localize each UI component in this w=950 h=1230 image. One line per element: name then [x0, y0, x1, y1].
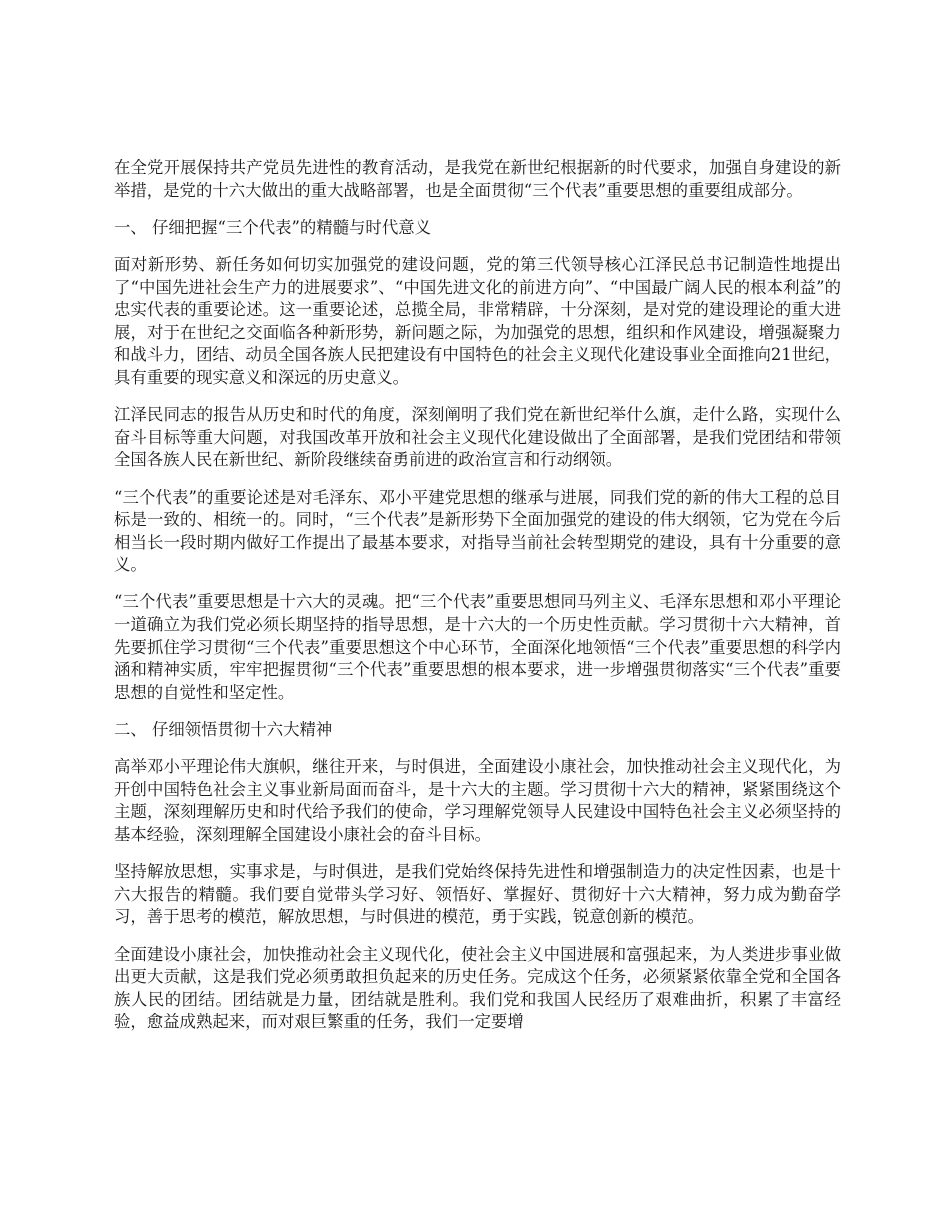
paragraph: 全面建设小康社会，加快推动社会主义现代化，使社会主义中国进展和富强起来，为人类进步事业做出更大贡献，这是我们党必须勇敢担负起来的历史任务。完成这个任务，必须紧紧依靠全党和全国各族人民的团结。团结就是力量，团结就是胜利。我们党和我国人民经历了艰难曲折，积累了丰富经验，愈益成熟起来，而对艰巨繁重的任务，我们一定要增 — [114, 944, 841, 1032]
section-heading-2: 二、 仔细领悟贯彻十六大精神 — [114, 720, 333, 740]
paragraph-intro: 在全党开展保持共产党员先进性的教育活动，是我党在新世纪根据新的时代要求，加强自身建设的新举措，是党的十六大做出的重大战略部署，也是全面贯彻“三个代表”重要思想的重要组成部分。 — [114, 158, 841, 200]
paragraph: “三个代表”的重要论述是对毛泽东、邓小平建党思想的继承与进展，同我们党的新的伟大工程的总目标是一致的、相统一的。同时，“三个代表”是新形势下全面加强党的建设的伟大纲领，它为党在今后相当长一段时期内做好工作提出了最基本要求，对指导当前社会转型期党的建设，具有十分重要的意义。 — [114, 487, 841, 575]
paragraph: “三个代表”重要思想是十六大的灵魂。把“三个代表”重要思想同马列主义、毛泽东思想和邓小平理论一道确立为我们党必须长期坚持的指导思想，是十六大的一个历史性贡献。学习贯彻十六大精神，首先要抓住学习贯彻“三个代表”重要思想这个中心环节，全面深化地领悟“三个代表”重要思想的科学内涵和精神实质，牢牢把握贯彻“三个代表”重要思想的根本要求，进一步增强贯彻落实“三个代表”重要思想的自觉性和坚定性。 — [114, 592, 841, 702]
section-heading-1: 一、 仔细把握“三个代表”的精髓与时代意义 — [114, 217, 431, 237]
paragraph: 高举邓小平理论伟大旗帜，继往开来，与时俱进，全面建设小康社会，加快推动社会主义现代化，为开创中国特色社会主义事业新局面而奋斗，是十六大的主题。学习贯彻十六大的精神，紧紧围绕这个主题，深刻理解历史和时代给予我们的使命，学习理解党领导人民建设中国特色社会主义必须坚持的基本经验，深刻理解全国建设小康社会的奋斗目标。 — [114, 757, 841, 844]
paragraph: 江泽民同志的报告从历史和时代的角度，深刻阐明了我们党在新世纪举什么旗，走什么路，实现什么奋斗目标等重大问题，对我国改革开放和社会主义现代化建设做出了全面部署，是我们党团结和带领全国各族人民在新世纪、新阶段继续奋勇前进的政治宣言和行动纲领。 — [114, 405, 841, 470]
document-body — [114, 157, 841, 1049]
paragraph: 面对新形势、新任务如何切实加强党的建设问题，党的第三代领导核心江泽民总书记制造性地提出了“中国先进社会生产力的进展要求”、“中国先进文化的前进方向”、“中国最广阔人民的根本利益”的忠实代表的重要论述。这一重要论述，总揽全局，非常精辟，十分深刻，是对党的建设理论的重大进展，对于在世纪之交面临各种新形势，新问题之际，为加强党的思想，组织和作风建设，增强凝聚力和战斗力，团结、动员全国各族人民把建设有中国特色的社会主义现代化建设事业全面推向21世纪，具有重要的现实意义和深远的历史意义。 — [114, 254, 841, 387]
paragraph: 坚持解放思想，实事求是，与时俱进，是我们党始终保持先进性和增强制造力的决定性因素，也是十六大报告的精髓。我们要自觉带头学习好、领悟好、掌握好、贯彻好十六大精神，努力成为勤奋学习，善于思考的模范，解放思想，与时俱进的模范，勇于实践，锐意创新的模范。 — [114, 862, 841, 927]
